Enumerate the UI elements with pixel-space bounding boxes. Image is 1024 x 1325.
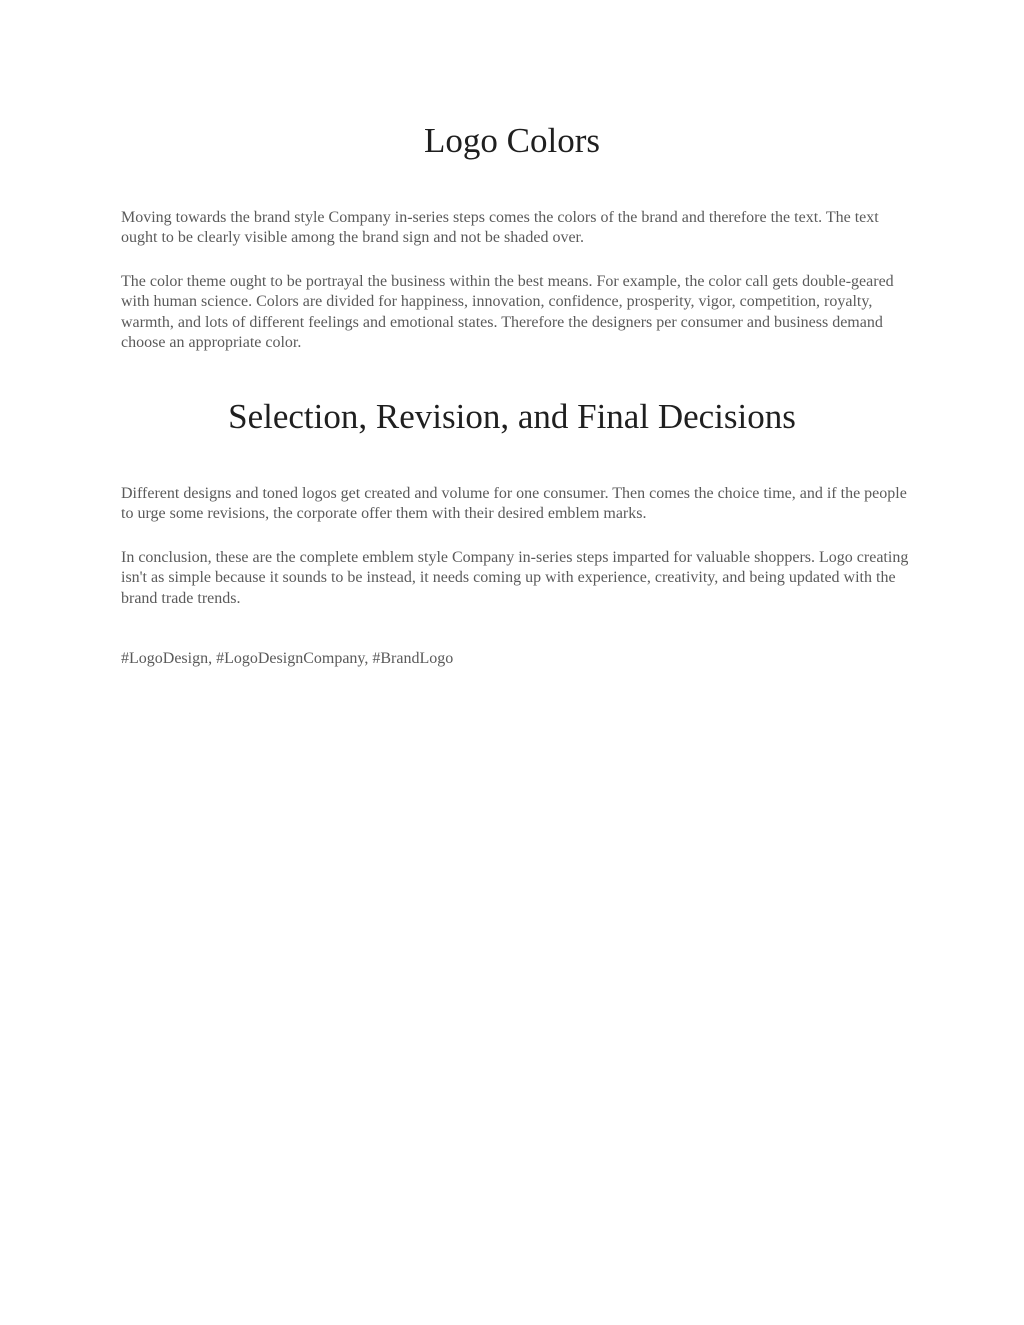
paragraph-conclusion: In conclusion, these are the complete emblem style Company in-series steps imparted for valuable shoppers. Logo creating isn't as simple because it sounds to be instead, it needs coming up with experience, creativity, and being updated with the brand trade trends.	[121, 549, 909, 607]
heading-logo-colors: Logo Colors	[424, 121, 600, 160]
paragraph-color-theme: The color theme ought to be portrayal the business within the best means. For example, the color call gets double-geared with human science. Colors are divided for happiness, innovation, confidence, prosperity, vigor, competition, royalty, warmth, and lots of different feelings and emotional states. Therefore the designers per consumer and business demand choose an appropriate color.	[121, 273, 894, 351]
hashtags-line: #LogoDesign, #LogoDesignCompany, #BrandLogo	[121, 650, 454, 667]
paragraph-different-designs: Different designs and toned logos get created and volume for one consumer. Then comes the choice time, and if the people to urge some revisions, the corporate offer them with their desired emblem marks.	[121, 485, 907, 523]
heading-selection-revision: Selection, Revision, and Final Decisions	[228, 397, 796, 436]
paragraph-logo-colors-intro: Moving towards the brand style Company in-series steps comes the colors of the brand and therefore the text. The text ought to be clearly visible among the brand sign and not be shaded over.	[121, 209, 879, 247]
